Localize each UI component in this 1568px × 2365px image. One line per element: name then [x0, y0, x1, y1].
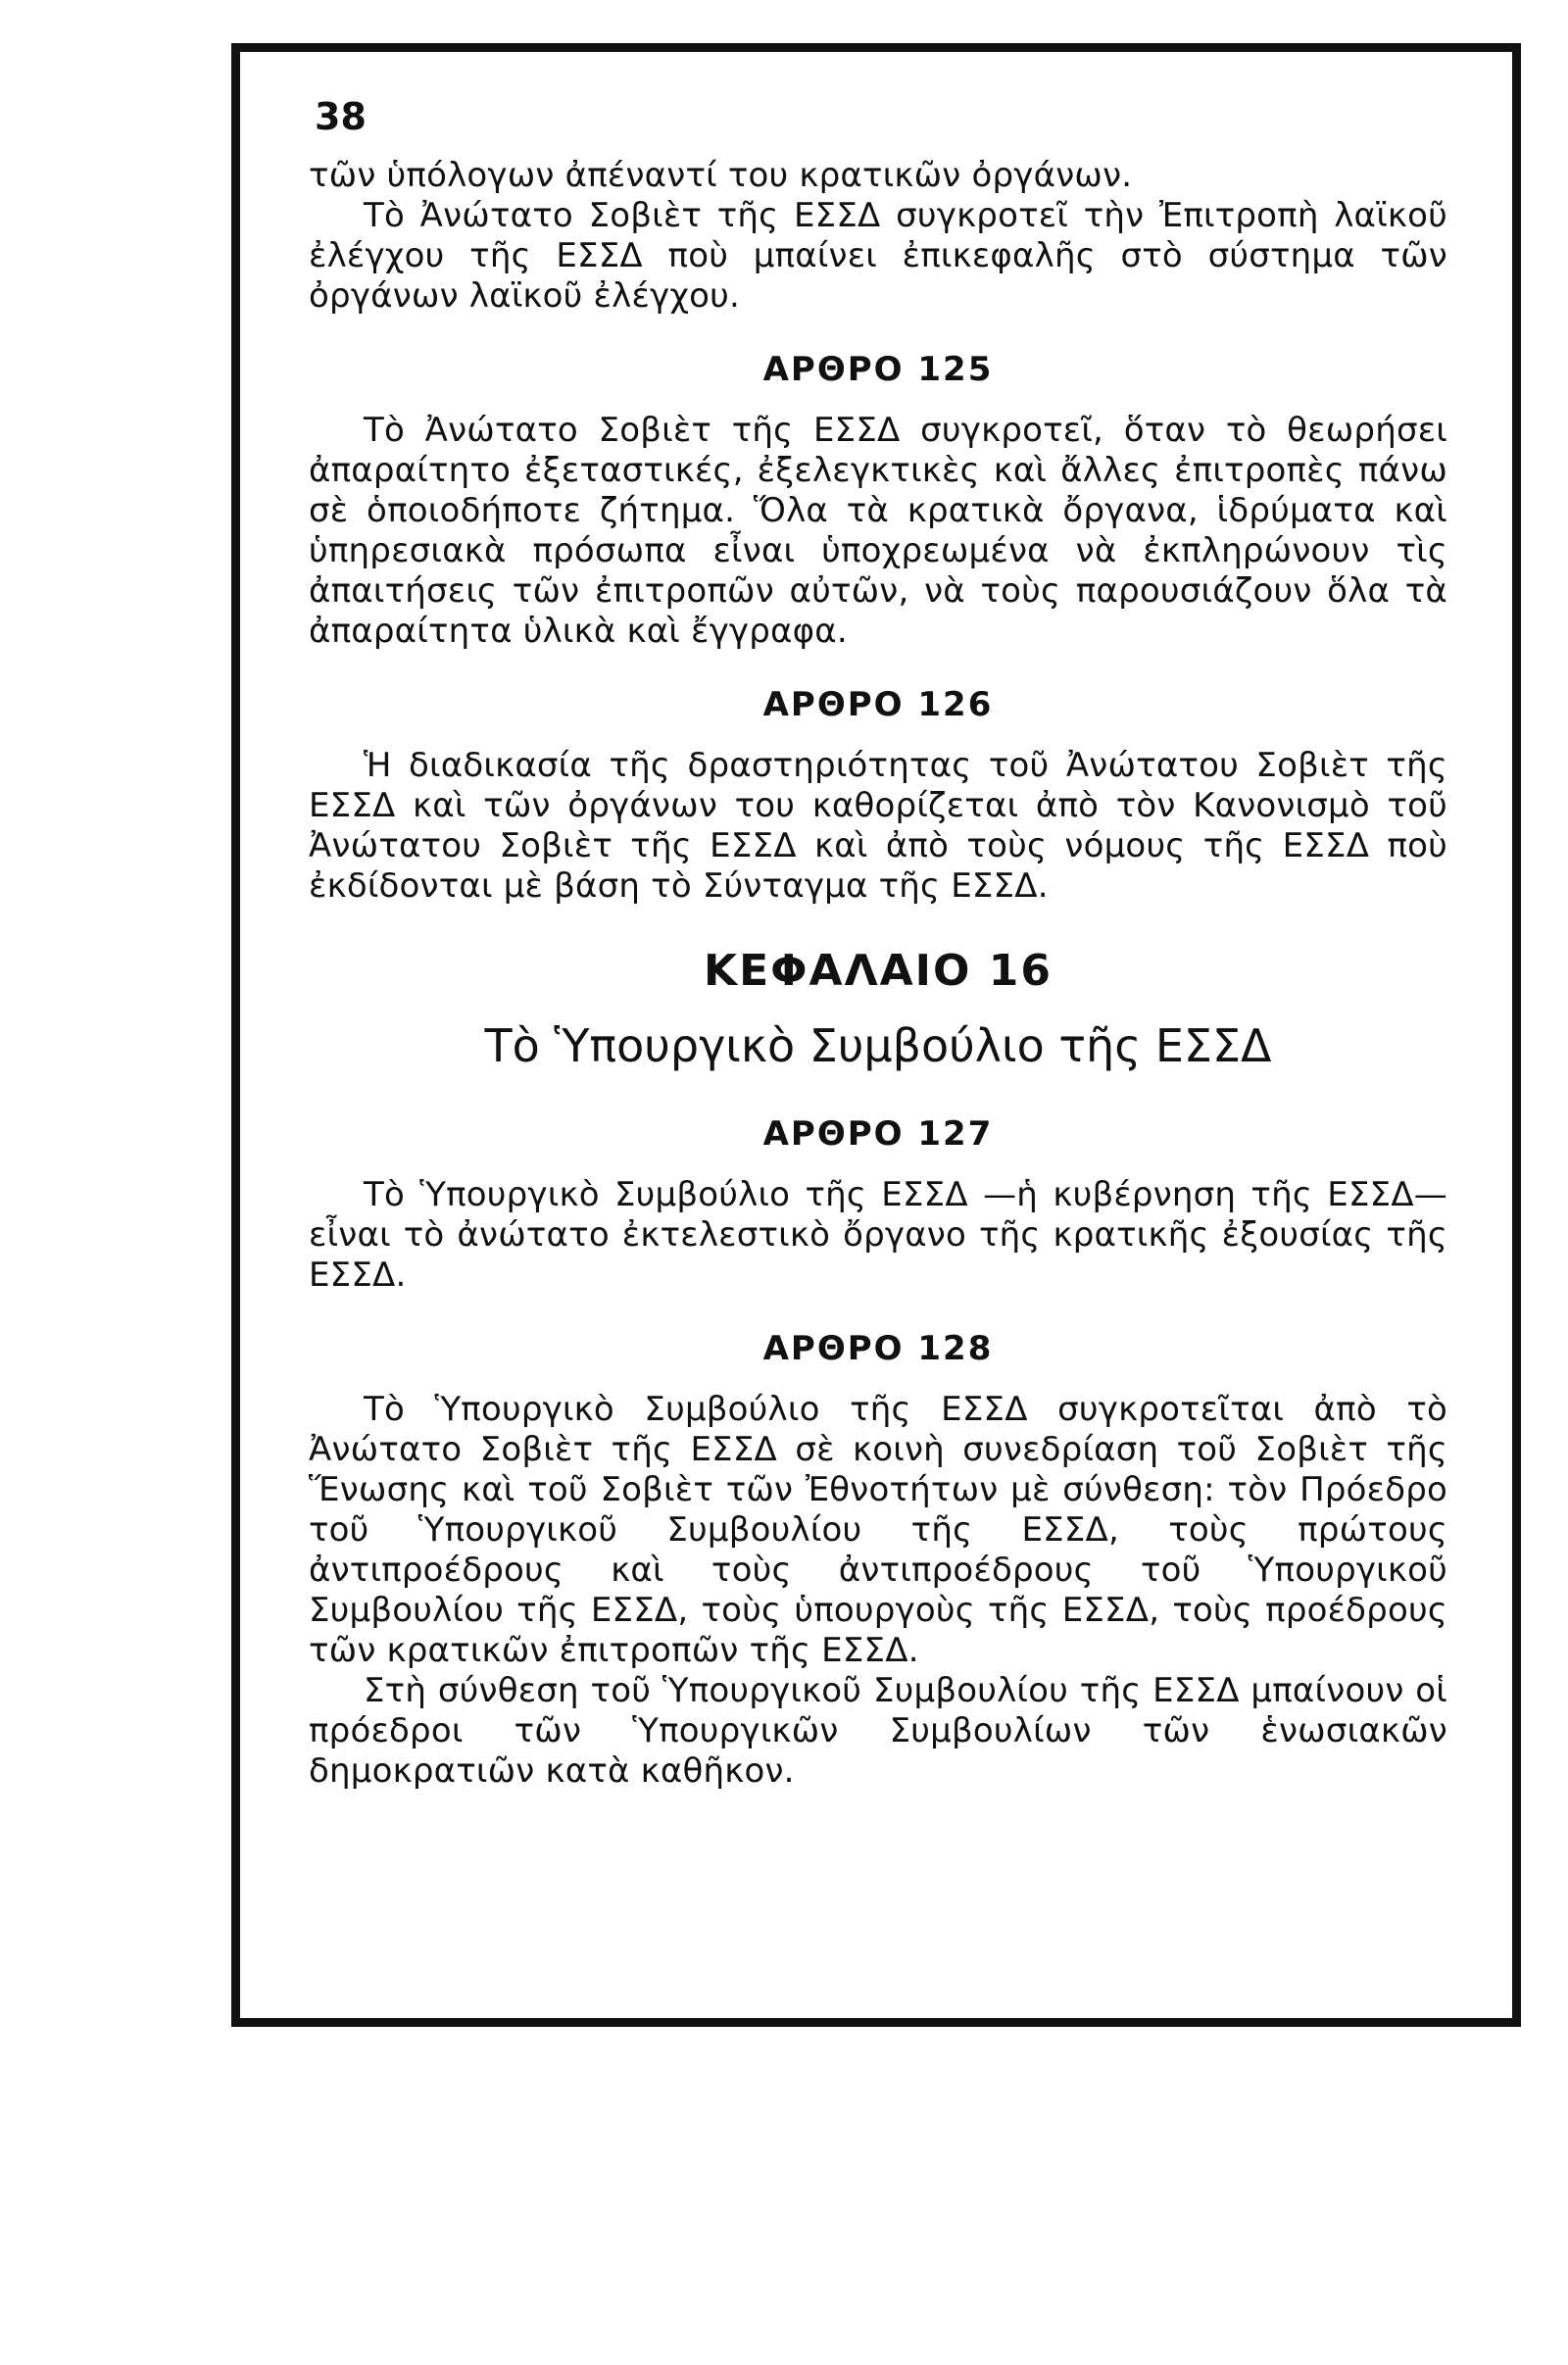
chapter-title: Τὸ Ὑπουργικὸ Συμβούλιο τῆς ΕΣΣΔ [484, 1019, 1272, 1072]
article-127-paragraph: Τὸ Ὑπουργικὸ Συμβούλιο τῆς ΕΣΣΔ —ἡ κυβέρνηση τῆς ΕΣΣΔ— εἶναι τὸ ἀνώτατο ἐκτελεστικὸ ὄργανο τῆς κρατικῆς ἐξουσίας τῆς ΕΣΣΔ. [309, 1175, 1447, 1295]
article-125-heading: ΑΡΘΡΟ 125 [762, 350, 994, 389]
paragraph-intro-2: Τὸ Ἀνώτατο Σοβιὲτ τῆς ΕΣΣΔ συγκροτεῖ τὴν Ἐπιτροπὴ λαϊκοῦ ἐλέγχου τῆς ΕΣΣΔ ποὺ μπαίνει ἐπικεφαλῆς στὸ σύστημα τῶν ὀργάνων λαϊκοῦ ἐλέγχου. [309, 196, 1447, 316]
page-frame [231, 43, 1521, 2027]
article-126-heading: ΑΡΘΡΟ 126 [762, 685, 994, 724]
page-content [309, 97, 1447, 1792]
paragraph-intro-1: τῶν ὑπόλογων ἀπέναντί του κρατικῶν ὀργάνων. [309, 156, 1133, 195]
article-128-heading: ΑΡΘΡΟ 128 [762, 1329, 994, 1368]
article-125-paragraph: Τὸ Ἀνώτατο Σοβιὲτ τῆς ΕΣΣΔ συγκροτεῖ, ὅταν τὸ θεωρήσει ἀπαραίτητο ἐξεταστικές, ἐξελεγκτικὲς καὶ ἄλλες ἐπιτροπὲς πάνω σὲ ὁποιοδήποτε ζήτημα. Ὅλα τὰ κρατικὰ ὄργανα, ἱδρύματα καὶ ὑπηρεσιακὰ πρόσωπα εἶναι ὑποχρεωμένα νὰ ἐκπληρώνουν τὶς ἀπαιτήσεις τῶν ἐπιτροπῶν αὐτῶν, νὰ τοὺς παρουσιάζουν ὅλα τὰ ἀπαραίτητα ὑλικὰ καὶ ἔγγραφα. [309, 411, 1447, 651]
page-number: 38 [315, 95, 367, 138]
article-128-paragraph-2: Στὴ σύνθεση τοῦ Ὑπουργικοῦ Συμβουλίου τῆς ΕΣΣΔ μπαίνουν οἱ πρόεδροι τῶν Ὑπουργικῶν Συμβουλίων τῶν ἑνωσιακῶν δημοκρατιῶν κατὰ καθῆκον. [309, 1671, 1447, 1791]
article-128-paragraph-1: Τὸ Ὑπουργικὸ Συμβούλιο τῆς ΕΣΣΔ συγκροτεῖται ἀπὸ τὸ Ἀνώτατο Σοβιὲτ τῆς ΕΣΣΔ σὲ κοινὴ συνεδρίαση τοῦ Σοβιὲτ τῆς Ἕνωσης καὶ τοῦ Σοβιὲτ τῶν Ἐθνοτήτων μὲ σύνθεση: τὸν Πρόεδρο τοῦ Ὑπουργικοῦ Συμβουλίου τῆς ΕΣΣΔ, τοὺς πρώτους ἀντιπροέδρους καὶ τοὺς ἀντιπροέδρους τοῦ Ὑπουργικοῦ Συμβουλίου τῆς ΕΣΣΔ, τοὺς ὑπουργοὺς τῆς ΕΣΣΔ, τοὺς προέδρους τῶν κρατικῶν ἐπιτροπῶν τῆς ΕΣΣΔ. [309, 1390, 1447, 1670]
chapter-heading: ΚΕΦΑΛΑΙΟ 16 [703, 946, 1054, 996]
article-127-heading: ΑΡΘΡΟ 127 [762, 1114, 994, 1154]
article-126-paragraph: Ἡ διαδικασία τῆς δραστηριότητας τοῦ Ἀνώτατου Σοβιὲτ τῆς ΕΣΣΔ καὶ τῶν ὀργάνων του καθορίζεται ἀπὸ τὸν Κανονισμὸ τοῦ Ἀνώτατου Σοβιὲτ τῆς ΕΣΣΔ καὶ ἀπὸ τοὺς νόμους τῆς ΕΣΣΔ ποὺ ἐκδίδονται μὲ βάση τὸ Σύνταγμα τῆς ΕΣΣΔ. [309, 746, 1447, 906]
